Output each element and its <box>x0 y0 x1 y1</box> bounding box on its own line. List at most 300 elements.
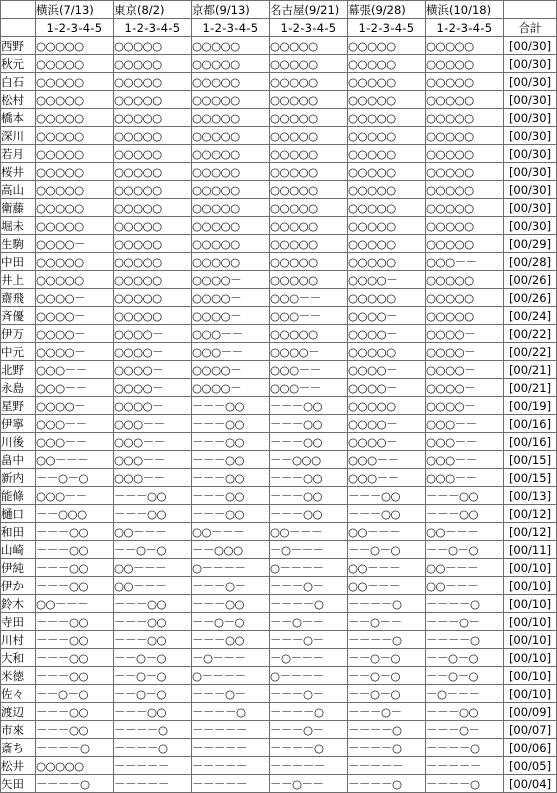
attendance-cell: ○○○○○ <box>426 55 504 73</box>
attendance-cell: －○－－－ <box>270 541 348 559</box>
attendance-cell: －－－○○ <box>270 397 348 415</box>
attendance-cell: ○○○○○ <box>348 397 426 415</box>
attendance-cell: ○○○○○ <box>270 199 348 217</box>
attendance-cell: ○○○○－ <box>426 361 504 379</box>
attendance-cell: ○○○－－ <box>192 325 270 343</box>
attendance-cell: －－○－○ <box>426 541 504 559</box>
table-row <box>1 577 557 595</box>
total-cell: [00/10] <box>504 559 557 577</box>
attendance-cell: ○○○○○ <box>36 127 114 145</box>
member-name: 市來 <box>1 721 36 739</box>
attendance-cell: －－－－○ <box>270 703 348 721</box>
subheader-row <box>1 19 557 37</box>
attendance-cell: ○○○○○ <box>426 127 504 145</box>
attendance-cell: ○○○－－ <box>114 415 192 433</box>
attendance-cell: ○○○○○ <box>192 163 270 181</box>
member-name: 井上 <box>1 271 36 289</box>
attendance-cell: －－○－－ <box>270 613 348 631</box>
attendance-cell: ○○○○○ <box>270 325 348 343</box>
attendance-cell: ○○○○－ <box>114 379 192 397</box>
total-cell: [00/28] <box>504 253 557 271</box>
attendance-cell: －－－－－ <box>114 775 192 793</box>
attendance-cell: ○○○○－ <box>114 361 192 379</box>
attendance-cell: －－－○○ <box>36 649 114 667</box>
attendance-cell: －－－－－ <box>192 775 270 793</box>
attendance-cell: ○○－－－ <box>426 523 504 541</box>
total-cell: [00/10] <box>504 667 557 685</box>
attendance-cell: ○○○○○ <box>270 181 348 199</box>
attendance-cell: ○○○－－ <box>270 289 348 307</box>
attendance-cell: ○○○－－ <box>36 361 114 379</box>
attendance-cell: ○○○○○ <box>348 235 426 253</box>
attendance-cell: －－－○○ <box>36 703 114 721</box>
member-name: 伊か <box>1 577 36 595</box>
attendance-cell: －－－○○ <box>36 721 114 739</box>
attendance-cell: ○○○○－ <box>114 397 192 415</box>
attendance-cell: －○－－－ <box>426 685 504 703</box>
attendance-cell: ○○○○○ <box>426 217 504 235</box>
attendance-cell: ○○○○－ <box>36 235 114 253</box>
attendance-cell: ○○○○○ <box>36 757 114 775</box>
attendance-cell: ○○○－－ <box>114 433 192 451</box>
table-row <box>1 649 557 667</box>
attendance-cell: －－－○○ <box>114 595 192 613</box>
total-cell: [00/21] <box>504 379 557 397</box>
member-name: 西野 <box>1 37 36 55</box>
attendance-cell: ○○○○○ <box>114 271 192 289</box>
attendance-cell: ○○○○○ <box>114 91 192 109</box>
attendance-cell: ○○○○○ <box>36 199 114 217</box>
attendance-cell: －－○－○ <box>36 685 114 703</box>
attendance-cell: ○○○○○ <box>114 163 192 181</box>
member-name: 橋本 <box>1 109 36 127</box>
attendance-cell: ○－－－－ <box>270 559 348 577</box>
attendance-cell: ○○○○○ <box>270 235 348 253</box>
attendance-cell: ○○○－－ <box>426 451 504 469</box>
attendance-cell: ○○○○○ <box>348 217 426 235</box>
attendance-cell: ○○○○○ <box>270 145 348 163</box>
attendance-cell: －－－○○ <box>192 469 270 487</box>
member-name: 永島 <box>1 379 36 397</box>
table-row <box>1 91 557 109</box>
attendance-cell: －－○－○ <box>348 685 426 703</box>
attendance-cell: －－○○○ <box>36 505 114 523</box>
attendance-cell: －－－○○ <box>192 505 270 523</box>
sub-header: 1-2-3-4-5 <box>270 19 348 37</box>
attendance-cell: ○○○○－ <box>192 361 270 379</box>
attendance-cell: －－○－○ <box>348 667 426 685</box>
attendance-cell: ○－－－－ <box>192 559 270 577</box>
attendance-cell: －○－－－ <box>192 649 270 667</box>
sub-header: 1-2-3-4-5 <box>426 19 504 37</box>
attendance-cell: ○○－－－ <box>348 559 426 577</box>
attendance-cell: ○○○○－ <box>426 397 504 415</box>
attendance-cell: －－－○○ <box>426 505 504 523</box>
attendance-cell: －－－○○ <box>270 415 348 433</box>
attendance-cell: －－－－○ <box>348 721 426 739</box>
total-cell: [00/30] <box>504 37 557 55</box>
attendance-cell: ○○○○○ <box>426 73 504 91</box>
table-row <box>1 541 557 559</box>
attendance-cell: ○○○○○ <box>114 199 192 217</box>
attendance-cell: －－－○－ <box>270 577 348 595</box>
total-cell: [00/05] <box>504 757 557 775</box>
attendance-cell: ○○○○○ <box>348 199 426 217</box>
attendance-cell: ○○○－－ <box>426 469 504 487</box>
table-row <box>1 253 557 271</box>
attendance-cell: ○○○○－ <box>36 343 114 361</box>
attendance-cell: ○○○○○ <box>426 163 504 181</box>
attendance-cell: －－－－○ <box>426 775 504 793</box>
attendance-cell: ○○－－－ <box>114 523 192 541</box>
attendance-cell: ○○○○○ <box>114 37 192 55</box>
attendance-cell: ○○○○○ <box>114 73 192 91</box>
attendance-cell: －－－－○ <box>426 739 504 757</box>
total-cell: [00/30] <box>504 55 557 73</box>
attendance-cell: ○○○○－ <box>348 271 426 289</box>
table-row <box>1 397 557 415</box>
attendance-cell: ○○○○○ <box>426 109 504 127</box>
attendance-cell: ○○○○－ <box>114 325 192 343</box>
table-row <box>1 55 557 73</box>
member-name: 中元 <box>1 343 36 361</box>
member-name: 渡辺 <box>1 703 36 721</box>
table-row <box>1 523 557 541</box>
table-row <box>1 415 557 433</box>
attendance-cell: ○○－－－ <box>36 451 114 469</box>
member-name: 寺田 <box>1 613 36 631</box>
table-row <box>1 721 557 739</box>
attendance-cell: ○○－－－ <box>348 577 426 595</box>
table-row <box>1 163 557 181</box>
attendance-cell: ○○○○○ <box>192 55 270 73</box>
total-cell: [00/30] <box>504 145 557 163</box>
attendance-cell: ○○○○○ <box>36 73 114 91</box>
attendance-cell: ○○○－－ <box>114 451 192 469</box>
sub-header: 1-2-3-4-5 <box>192 19 270 37</box>
attendance-cell: －－－○○ <box>192 415 270 433</box>
table-row <box>1 73 557 91</box>
sub-header: 1-2-3-4-5 <box>348 19 426 37</box>
attendance-cell: －－－○○ <box>114 487 192 505</box>
total-cell: [00/30] <box>504 199 557 217</box>
attendance-cell: ○○○－－ <box>36 379 114 397</box>
total-cell: [00/22] <box>504 325 557 343</box>
attendance-cell: ○○○○○ <box>270 127 348 145</box>
attendance-cell: ○○－－－ <box>348 523 426 541</box>
attendance-cell: －－－－○ <box>270 595 348 613</box>
attendance-cell: ○○○○－ <box>36 397 114 415</box>
attendance-cell: ○○○○○ <box>192 145 270 163</box>
attendance-cell: ○○○○－ <box>192 307 270 325</box>
table-row <box>1 289 557 307</box>
total-cell: [00/10] <box>504 595 557 613</box>
attendance-cell: ○○○○○ <box>36 91 114 109</box>
total-cell: [00/06] <box>504 739 557 757</box>
attendance-cell: －－－－○ <box>114 739 192 757</box>
attendance-cell: －－－○○ <box>36 613 114 631</box>
total-cell: [00/30] <box>504 217 557 235</box>
attendance-cell: －－－○○ <box>192 397 270 415</box>
attendance-cell: ○○○○○ <box>270 217 348 235</box>
attendance-cell: －－－－－ <box>192 739 270 757</box>
attendance-cell: ○○○○○ <box>36 145 114 163</box>
attendance-cell: －－－○○ <box>36 523 114 541</box>
attendance-cell: ○○○○○ <box>192 109 270 127</box>
total-cell: [00/16] <box>504 433 557 451</box>
attendance-cell: －－－－○ <box>348 775 426 793</box>
attendance-cell: ○○○○○ <box>348 181 426 199</box>
attendance-cell: ○○○○－ <box>348 307 426 325</box>
table-row <box>1 451 557 469</box>
table-row <box>1 613 557 631</box>
table-row <box>1 487 557 505</box>
corner-cell <box>1 19 36 37</box>
attendance-cell: －－－－○ <box>114 721 192 739</box>
member-name: 斎ち <box>1 739 36 757</box>
member-name: 生駒 <box>1 235 36 253</box>
table-row <box>1 631 557 649</box>
attendance-cell: ○○○○－ <box>270 343 348 361</box>
attendance-cell: ○○○○○ <box>36 55 114 73</box>
attendance-cell: ○○○○○ <box>192 91 270 109</box>
attendance-cell: ○○○○○ <box>192 181 270 199</box>
attendance-cell: ○○○○－ <box>114 343 192 361</box>
attendance-cell: ○○○○－ <box>426 325 504 343</box>
total-header-blank <box>504 1 557 19</box>
member-name: 新内 <box>1 469 36 487</box>
attendance-cell: －－－○○ <box>192 595 270 613</box>
total-cell: [00/30] <box>504 181 557 199</box>
attendance-cell: ○－－－－ <box>192 667 270 685</box>
total-cell: [00/11] <box>504 541 557 559</box>
attendance-cell: ○○○○○ <box>192 37 270 55</box>
attendance-cell: －－－○○ <box>36 559 114 577</box>
total-cell: [00/26] <box>504 289 557 307</box>
total-cell: [00/22] <box>504 343 557 361</box>
attendance-cell: ○○○○○ <box>36 163 114 181</box>
total-cell: [00/15] <box>504 469 557 487</box>
member-name: 松井 <box>1 757 36 775</box>
total-cell: [00/10] <box>504 577 557 595</box>
attendance-cell: －－－○○ <box>36 631 114 649</box>
table-body <box>1 37 557 793</box>
member-name: 斉優 <box>1 307 36 325</box>
attendance-cell: ○○○○○ <box>114 55 192 73</box>
attendance-cell: －－○－○ <box>114 685 192 703</box>
attendance-cell: ○○○－－ <box>114 469 192 487</box>
sub-header: 1-2-3-4-5 <box>36 19 114 37</box>
member-name: 大和 <box>1 649 36 667</box>
attendance-cell: ○○○○○ <box>114 145 192 163</box>
attendance-cell: ○○－－－ <box>192 523 270 541</box>
member-name: 伊寧 <box>1 415 36 433</box>
member-name: 能條 <box>1 487 36 505</box>
attendance-cell: ○○○○－ <box>192 271 270 289</box>
member-name: 齋飛 <box>1 289 36 307</box>
attendance-cell: ○○○－－ <box>426 415 504 433</box>
attendance-cell: －－－○○ <box>348 487 426 505</box>
attendance-cell: ○○○○○ <box>114 289 192 307</box>
attendance-cell: ○○○－－ <box>426 253 504 271</box>
table-row <box>1 433 557 451</box>
table-row <box>1 685 557 703</box>
attendance-cell: －－○－○ <box>426 667 504 685</box>
attendance-cell: －－○－○ <box>348 649 426 667</box>
attendance-cell: －－○○○ <box>270 451 348 469</box>
attendance-cell: －－－－○ <box>36 775 114 793</box>
attendance-cell: ○○○○○ <box>426 307 504 325</box>
attendance-cell: －－－－○ <box>36 739 114 757</box>
attendance-cell: ○○○○－ <box>36 289 114 307</box>
total-cell: [00/07] <box>504 721 557 739</box>
member-name: 畠中 <box>1 451 36 469</box>
table-row <box>1 127 557 145</box>
attendance-cell: ○○○○○ <box>348 127 426 145</box>
attendance-cell: ○○○○－ <box>36 325 114 343</box>
attendance-cell: ○○○○○ <box>426 91 504 109</box>
table-row <box>1 595 557 613</box>
attendance-cell: ○○○○○ <box>270 253 348 271</box>
attendance-cell: ○○○○○ <box>426 271 504 289</box>
total-cell: [00/19] <box>504 397 557 415</box>
table-row <box>1 505 557 523</box>
attendance-cell: －○－－－ <box>270 649 348 667</box>
attendance-cell: －－－○－ <box>426 721 504 739</box>
attendance-cell: ○○○○○ <box>114 127 192 145</box>
total-cell: [00/10] <box>504 649 557 667</box>
attendance-cell: ○○○○○ <box>36 109 114 127</box>
attendance-cell: ○○○○○ <box>426 181 504 199</box>
member-name: 松村 <box>1 91 36 109</box>
sub-header: 1-2-3-4-5 <box>114 19 192 37</box>
attendance-cell: －－－－○ <box>348 739 426 757</box>
table-row <box>1 667 557 685</box>
attendance-cell: ○○○○－ <box>426 379 504 397</box>
attendance-cell: ○○○○○ <box>114 109 192 127</box>
table-row <box>1 217 557 235</box>
venue-header: 東京(8/2) <box>114 1 192 19</box>
venue-header: 横浜(7/13) <box>36 1 114 19</box>
attendance-cell: ○○○○－ <box>348 415 426 433</box>
attendance-cell: ○○○－－ <box>348 469 426 487</box>
total-cell: [00/29] <box>504 235 557 253</box>
total-cell: [00/13] <box>504 487 557 505</box>
attendance-cell: －－－○○ <box>114 613 192 631</box>
member-name: 若月 <box>1 145 36 163</box>
attendance-cell: －－－○－ <box>426 613 504 631</box>
attendance-cell: －－－－－ <box>192 757 270 775</box>
attendance-cell: ○○－－－ <box>36 595 114 613</box>
total-cell: [00/21] <box>504 361 557 379</box>
table-row <box>1 199 557 217</box>
attendance-cell: －－－○○ <box>114 505 192 523</box>
total-cell: [00/04] <box>504 775 557 793</box>
attendance-cell: ○○○○○ <box>348 343 426 361</box>
attendance-cell: ○○○○○ <box>114 307 192 325</box>
attendance-cell: ○○○○○ <box>192 253 270 271</box>
attendance-cell: －－－○－ <box>192 685 270 703</box>
attendance-cell: ○○○○○ <box>348 145 426 163</box>
attendance-cell: ○○○○○ <box>348 109 426 127</box>
table-row <box>1 703 557 721</box>
attendance-cell: －－－－－ <box>426 757 504 775</box>
attendance-cell: ○○○－－ <box>270 379 348 397</box>
attendance-cell: ○○○○○ <box>426 235 504 253</box>
attendance-cell: －－－○○ <box>114 631 192 649</box>
attendance-cell: －－○－○ <box>192 613 270 631</box>
venue-header: 横浜(10/18) <box>426 1 504 19</box>
table-row <box>1 145 557 163</box>
attendance-cell: ○○○○○ <box>348 37 426 55</box>
member-name: 山崎 <box>1 541 36 559</box>
attendance-cell: ○○○○○ <box>270 109 348 127</box>
attendance-cell: ○○○○－ <box>348 433 426 451</box>
attendance-cell: ○○－－－ <box>426 559 504 577</box>
attendance-cell: ○○○○○ <box>270 37 348 55</box>
member-name: 衛藤 <box>1 199 36 217</box>
attendance-cell: －－－○○ <box>36 541 114 559</box>
member-name: 伊純 <box>1 559 36 577</box>
attendance-cell: －－－○○ <box>192 631 270 649</box>
attendance-cell: ○○○○－ <box>348 361 426 379</box>
attendance-cell: －－－－－ <box>114 757 192 775</box>
attendance-cell: －－－－○ <box>426 595 504 613</box>
attendance-cell: －－－○○ <box>114 703 192 721</box>
attendance-cell: ○○○○○ <box>270 163 348 181</box>
attendance-cell: －－－○○ <box>36 577 114 595</box>
table-row <box>1 109 557 127</box>
member-name: 伊万 <box>1 325 36 343</box>
attendance-cell: ○○○○○ <box>36 37 114 55</box>
venue-header: 名古屋(9/21) <box>270 1 348 19</box>
attendance-cell: ○○○○－ <box>192 379 270 397</box>
member-name: 矢田 <box>1 775 36 793</box>
attendance-cell: ○○○－－ <box>348 451 426 469</box>
attendance-cell: ○○○○○ <box>192 235 270 253</box>
attendance-cell: ○○○○○ <box>36 271 114 289</box>
attendance-cell: ○○○○○ <box>426 37 504 55</box>
table-row <box>1 469 557 487</box>
attendance-cell: －－－○○ <box>192 433 270 451</box>
attendance-cell: ○○○○○ <box>426 199 504 217</box>
venue-header: 幕張(9/28) <box>348 1 426 19</box>
member-name: 川後 <box>1 433 36 451</box>
attendance-cell: ○○○－－ <box>36 415 114 433</box>
attendance-cell: ○○○○－ <box>348 379 426 397</box>
total-cell: [00/30] <box>504 163 557 181</box>
table-row <box>1 757 557 775</box>
attendance-cell: －－○－－ <box>270 775 348 793</box>
attendance-cell: －－－－○ <box>348 631 426 649</box>
attendance-cell: －－○－○ <box>348 541 426 559</box>
attendance-cell: ○○－－－ <box>270 523 348 541</box>
member-name: 中田 <box>1 253 36 271</box>
attendance-cell: ○○－－－ <box>426 577 504 595</box>
attendance-cell: ○○○○○ <box>192 217 270 235</box>
member-name: 川村 <box>1 631 36 649</box>
attendance-cell: ○○○○○ <box>192 127 270 145</box>
venue-header: 京都(9/13) <box>192 1 270 19</box>
member-name: 和田 <box>1 523 36 541</box>
attendance-cell: －－－○○ <box>270 487 348 505</box>
member-name: 米徳 <box>1 667 36 685</box>
member-name: 佐々 <box>1 685 36 703</box>
attendance-cell: ○○○○○ <box>36 217 114 235</box>
table-row <box>1 37 557 55</box>
attendance-cell: －－－○○ <box>348 505 426 523</box>
attendance-cell: －－○○○ <box>192 541 270 559</box>
